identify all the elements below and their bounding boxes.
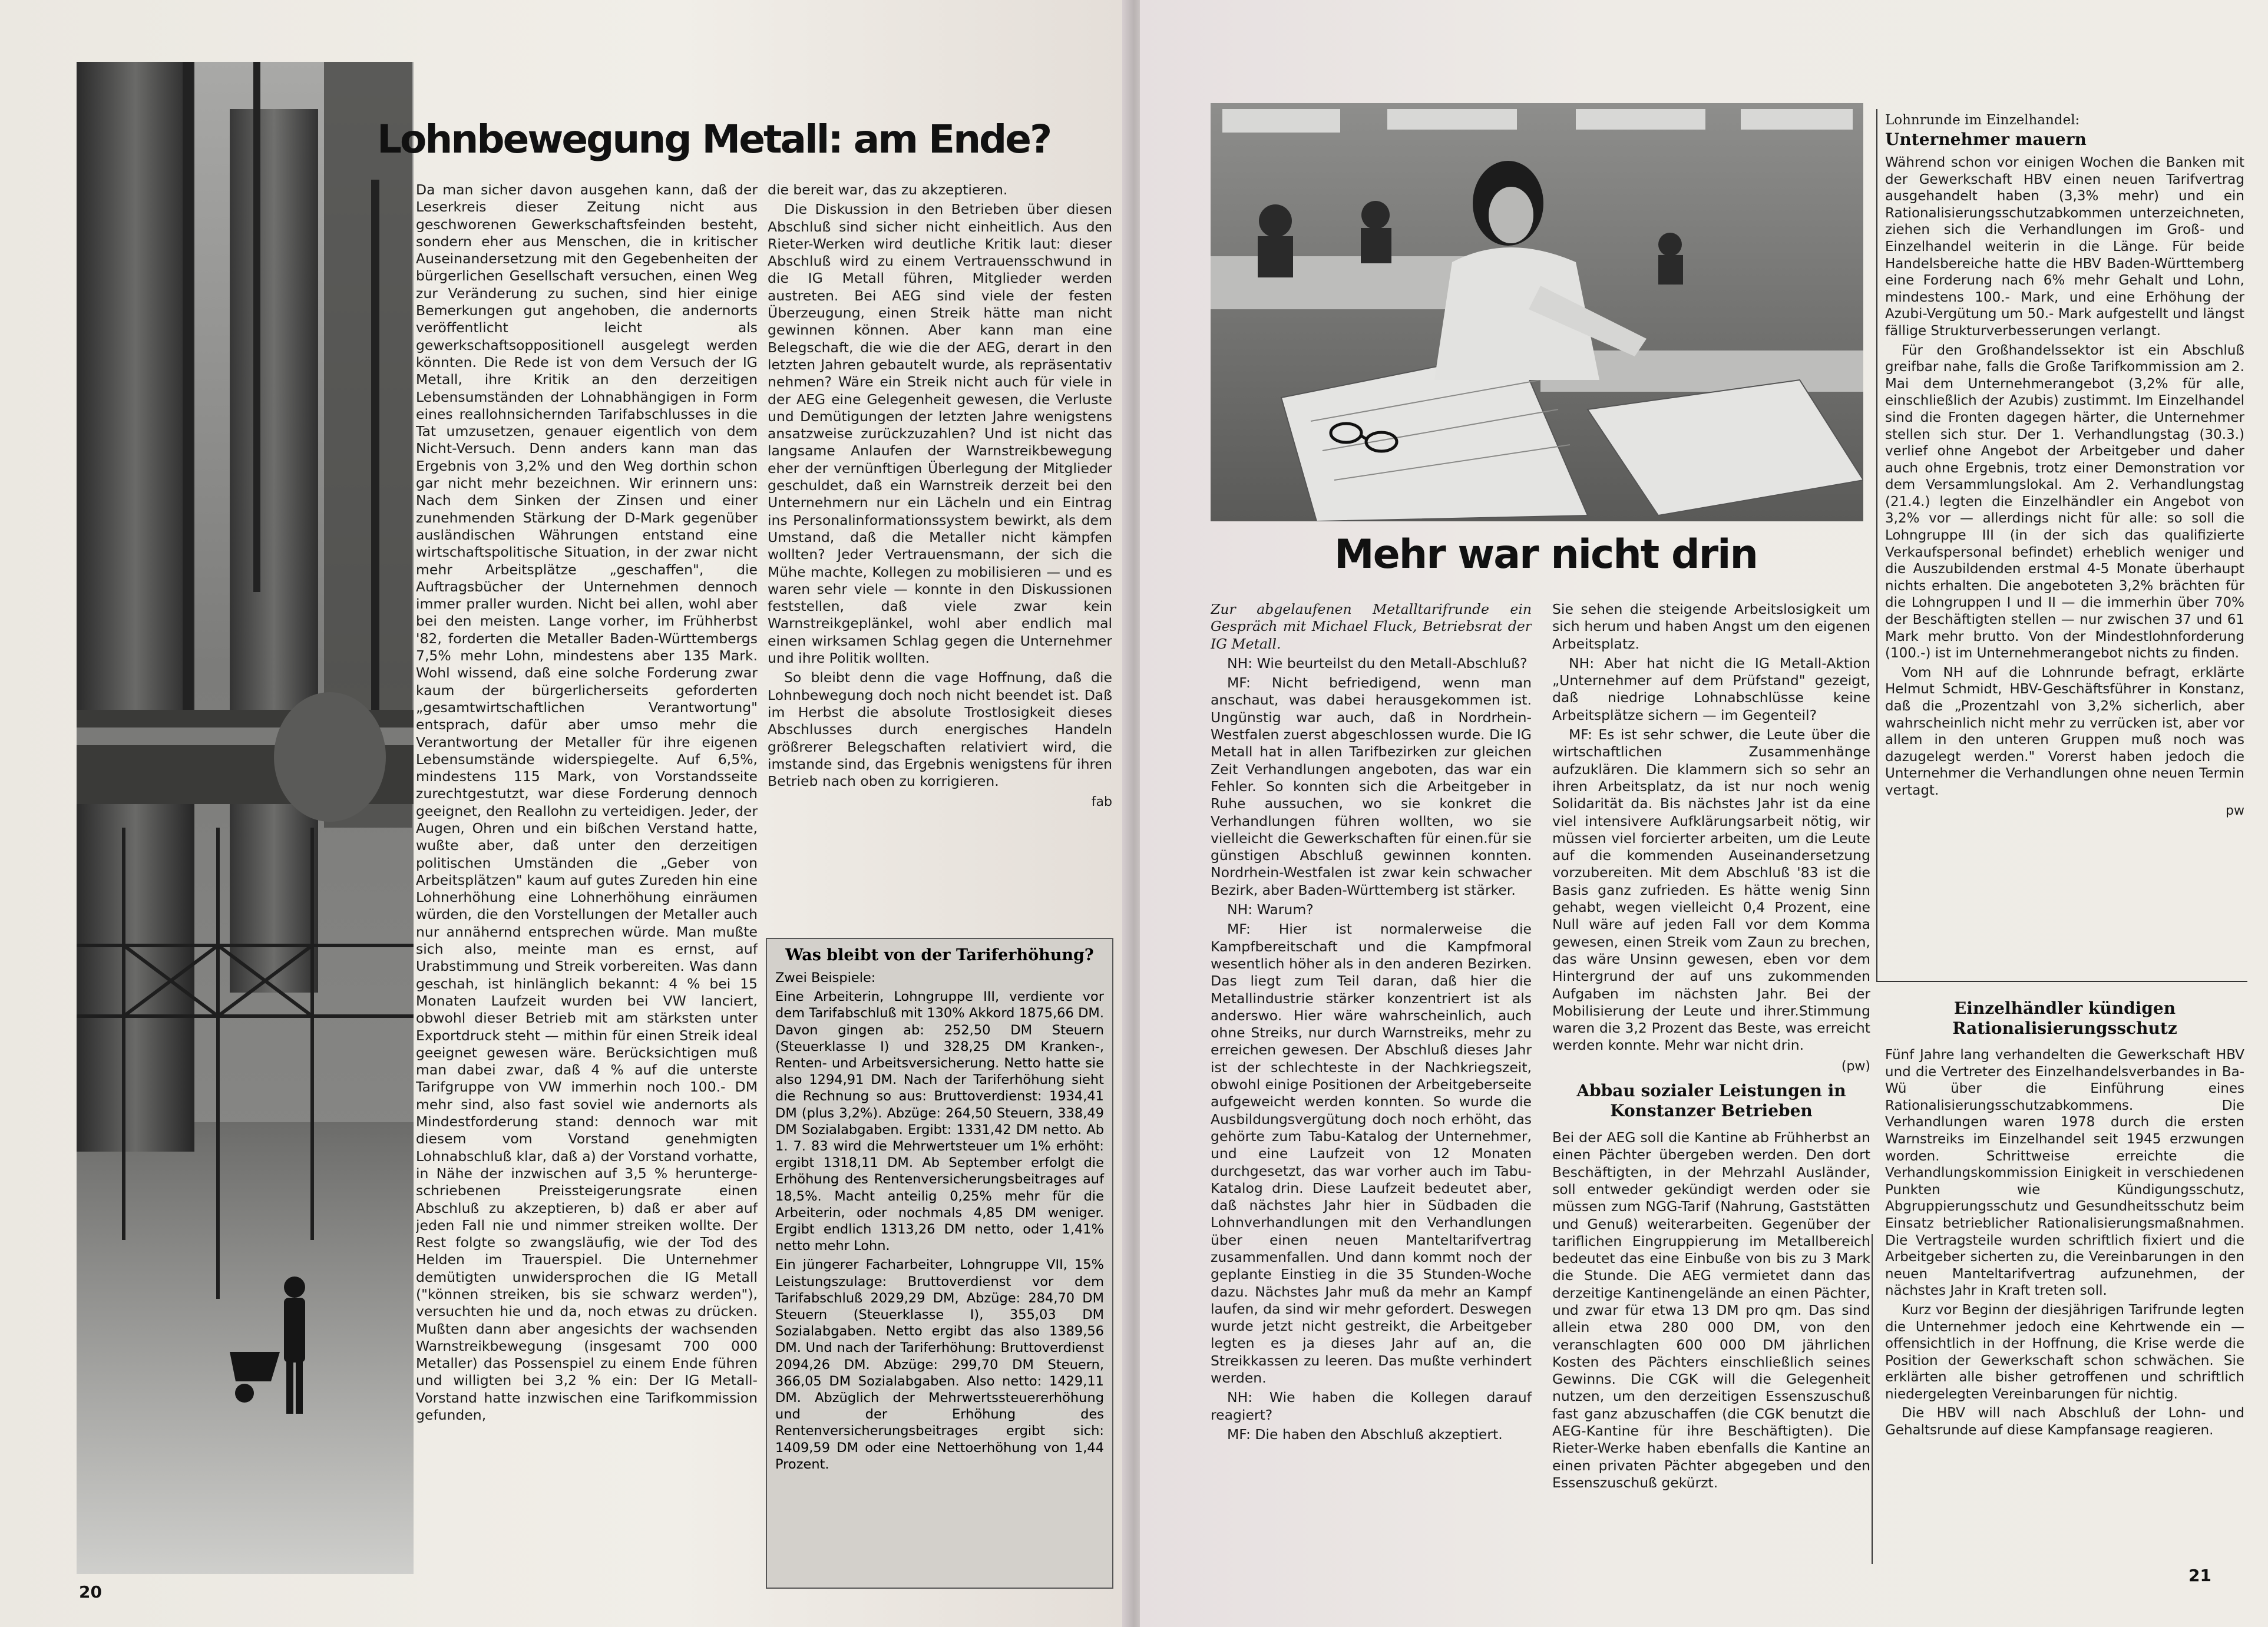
page-number-left: 20 (79, 1582, 102, 1602)
interview-col1-paragraph-6: MF: Die haben den Abschluß akzeptiert. (1227, 1426, 1503, 1443)
right-page (1140, 0, 2268, 1627)
retail-signature: pw (2226, 803, 2244, 818)
left-col2-paragraph-2: Die Diskussion in den Betrieben über diesen Abschluß sind sicher nicht einheitlich. Aus den Rieter-Werken wird deutliche Kritik laut: dieser Abschluß wird zu einem Vertrauensschwund in die IG Metall führen, Mitglieder werden austreten. Bei AEG sind viele der festen Überzeugung, einen Streik hätte man nicht gewinnen können. Aber kann man eine Belegschaft, die wie die der AEG, derart in den letzten Jahren gebautelt wurde, als repräsentativ nehmen? Wäre ein Streik nicht auch für viele in der AEG eine Gelegenheit gewesen, die Verluste und Demütigungen der letzten Jahre wenigstens ansatzweise zurückzuzahlen? Und ist nicht das langsame Anlaufen der Warnstreikbewegung eher der vernünftigen Überlegung der Mitglieder geschuldet, daß ein Warnstreik derzeit bei den Unternehmern nur ein Lächeln und ein Eintrag ins Personalinformationssystem bewirkt, als dem Umstand, daß die Metaller nicht kämpfen wollten? Jeder Vertrauensmann, der sich die Mühe machte, Kollegen zu mobilisieren — und es waren sehr viele — konnte in den Diskussionen feststellen, daß viele zwar kein Warnstreikgeplänkel, wohl aber endlich mal einen wirksamen Schlag gegen die Unternehmer und ihre Politik wollten. (768, 201, 1112, 667)
left-headline: Lohnbewegung Metall: am Ende? (377, 117, 1051, 162)
retail-column (1885, 112, 2244, 984)
interview-col1-paragraph-5: NH: Wie haben die Kollegen darauf reagiert? (1211, 1389, 1532, 1423)
page-number-right: 21 (2188, 1566, 2211, 1585)
interview-col1-paragraph-1: NH: Wie beurteilst du den Metall-Abschluß? (1227, 654, 1528, 672)
interview-col2-paragraph-2: NH: Aber hat nicht die IG Metall-Aktion „Unternehmer auf dem Prüfstand" gezeigt, daß niedrige Lohnabschlüsse keine Arbeitsplätze sichern — im Gegenteil? (1552, 654, 1870, 723)
steelworks-photo (77, 62, 414, 1574)
rationalization-column (1885, 993, 2244, 1582)
right-headline: Mehr war nicht drin (1334, 531, 1757, 578)
tariff-box-paragraph-3: Ein jüngerer Facharbeiter, Lohngruppe VII, 15% Leistungszulage: Bruttoverdienst vor dem Tarifabschluß 2029,29 DM, Abzüge: 284,70 DM Steuern (Steuerklasse I), 355,03 DM Sozialabgaben. Netto ergibt das also 1389,56 DM. Und nach der Tariferhöhung: Bruttoverdienst 2094,26 DM. Abzüge: 299,70 DM Steuern, 366,05 DM Sozialabgaben. Also netto: 1429,11 DM. Abzüglich der Mehrwertssteuererhöhung und der Erhöhung des Rentenversicherungsbeitrages ergibt sich: 1409,59 DM oder eine Nettoerhöhung von 1,44 Prozent. (775, 1257, 1104, 1472)
retail-paragraph-1: Während schon vor einigen Wochen die Banken mit der Gewerkschaft HBV einen neuen Tarifvertrag ausgehandelt haben (3,3% mehr) und ein Rationalisierungsschutzabkommen unterzeichneten, ziehen sich die Verhandlungen im Groß- und Einzelhandel weiterin in die Länge. Für beide Handelsbereiche hatte die HBV Baden-Württemberg eine Forderung nach 6% mehr Gehalt und Lohn, mindestens 100.- Mark, und eine Erhöhung der Azubi-Vergütung um 50.- Mark aufgestellt und längst fällige Strukturverbesserungen verlangt. (1885, 155, 2244, 339)
rationalization-paragraph-1: Fünf Jahre lang verhandelten die Gewerkschaft HBV und die Vertreter des Einzelhandelsverbandes in Ba-Wü über die Einführung eines Rationalisierungsschutzabkommens. Die Verhandlungen waren 1978 durch die ersten Warnstreiks im Einzelhandel seit 1945 erzwungen worden. Schrittweise erreichte die Verhandlungskommission Einigkeit in verschiedenen Punkten wie Kündigungsschutz, Abgruppierungsschutz und Gesundheitsschutz beim Einsatz betrieblicher Rationalisierungsmaßnahmen. Die Vertragsteile wurden schriftlich fixiert und die Arbeitgeber sicherten zu, die Vereinbarungen in den neuen Manteltarifvertrag aufzunehmen, der nächstes Jahr in Kraft treten soll. (1885, 1047, 2244, 1299)
abbau-headline: Abbau sozialer Leistungen in Konstanzer Betrieben (1576, 1081, 1846, 1121)
retail-kicker: Lohnrunde im Einzelhandel: (1885, 113, 2080, 128)
interview-col2-paragraph-1: Sie sehen die steigende Arbeitslosigkeit um sich herum und haben Angst um den eigenen Arbeitsplatz. (1552, 601, 1870, 652)
interview-col1-paragraph-3: NH: Warum? (1227, 901, 1314, 918)
left-col1-paragraph-1: Da man sicher davon ausgehen kann, daß der Leserkreis dieser Zeitung nicht aus geschworenen Gewerkschaftsfeinden besteht, sondern eher aus Menschen, die in kritischer Auseinandersetzung mit den Gegebenheiten der bürgerlichen Gesellschaft versuchen, einen Weg zur Veränderung zu suchen, sind hier einige Bemerkungen gut angehoben, die andernorts veröffentlicht leicht als gewerkschaftsoppositionell ausgelegt werden könnten. Die Rede ist von dem Versuch der IG Metall, ihre Kritik an den derzeitigen Lebensumständen der Lohnabhängigen in Form eines reallohnsichernden Tarifabschlusses in die Tat umzusetzen, genauer eigentlich von dem Nicht-Versuch. Denn anders kann man das Ergebnis von 3,2% und den Weg dorthin schon gar nicht mehr bezeichnen. Wir erinnern uns: Nach dem Sinken der Zinsen und einer zunehmenden Stärkung der D-Mark gegenüber ausländischen Währungen entstand eine wirtschaftspolitische Situation, in der zwar nicht mehr Arbeitsplätze „geschaffen", die Auftragsbücher der Unternehmen dennoch immer praller wurden. Nicht bei allen, wohl aber bei den meisten. Lange vorher, im Frühherbst '82, forderten die Metaller Baden-Württembergs 7,5% mehr Lohn, mindestens aber 135 Mark. Wohl wissend, daß eine solche Forderung zwar kaum der bürgerlicherseits geforderten „gesamtwirtschaftlichen Verantwortung" entsprach, dafür aber umso mehr die Verantwortung der Metaller für ihre eigenen Lebensumstände widerspiegelte. Auf 6,5%, mindestens 115 Mark, von Vorstandsseite zurechtgestutzt, war diese Forderung dennoch geeignet, den Reallohn zu verteidigen. Jeder, der Augen, Ohren und ein bißchen Verstand hatte, wußte aber, daß unter den derzeitigen politischen Umständen die „Geber von Arbeitsplätzen" kaum auf gutes Zureden hin eine Lohnerhöhung eine Lohnerhöhung einräumen würden, die den Vorstellungen der Metaller auch nur annähernd entsprechen würde. Man mußte sich also, meinte man es ernst, auf Urabstimmung und Streik vorbereiten. Was dann geschah, ist hinlänglich bekannt: 4 % bei 15 Monaten Laufzeit wurden bei VW lanciert, obwohl dieser Betrieb mit am stärksten unter Exportdruck steht — mithin für einen Streik ideal geeignet gewesen wäre. Berücksichtigen muß man dabei zwar, daß 4 % auf die unterste Tarifgruppe von VW immerhin noch 100.- DM mehr sind, also fast soviel wie andernorts als Mindestforderung stand: dennoch war mit diesem vom Vorstand genehmigten Lohnabschluß klar, daß a) der Vorstand vorhatte, in Nähe der inzwischen auf 3,5 % heruntergeschriebenen Preissteigerungsrate einen Abschluß zu akzeptieren, b) daß er aber auf jeden Fall nie und nimmer streiken wollte. Der Rest folgte so zwangsläufig, wie der Tod des Helden im Trauerspiel. Die Unternehmer demütigten unwidersprochen die IG Metall ("können streiken, bis sie schwarz werden"), versuchten hie und da, noch etwas zu drücken. Mußten dann aber angesichts der wachsenden Warnstreikbewegung (insgesamt 700 000 Metaller) das Possenspiel zu einem Ende führen und willigten bei 3,2 % ein: Der IG Metall-Vorstand hatte inzwischen eine Tarifkommission gefunden, (416, 181, 758, 1424)
retail-headline: Unternehmer mauern (1885, 130, 2087, 149)
left-col2-paragraph-1: die bereit war, das zu akzeptieren. (768, 181, 1008, 198)
interview-col2-paragraph-3: MF: Es ist sehr schwer, die Leute über die wirtschaftlichen Zusammenhänge aufzuklären. Die klammern sich so sehr an ihren Arbeitsplatz, da ist nur noch wenig Solidarität da. Bis nächstes Jahr ist da eine viel intensivere Aufklärungsarbeit nötig, wir müssen viel forcierter arbeiten, um die Leute auf die kommenden Auseinandersetzung vorzubereiten. Mit dem Abschluß '83 ist die Basis ganz zufrieden. Es hätte wenig Sinn gehabt, wegen vielleicht 0,4 Prozent, eine Null wäre auf jeden Fall vor dem Komma gewesen, einen Streik vom Zaun zu brechen, das wäre Unsinn gewesen, eben vor dem Hintergrund der auf uns zukommenden Aufgaben im nächsten Jahr. Bei der Mobilisierung der Leute und ihrer.Stimmung waren die 3,2 Prozent das Beste, was erreicht werden konnte. Mehr war nicht drin. (1552, 726, 1870, 1054)
column-rule-vertical (1872, 1234, 1873, 1564)
office-workers-photo (1211, 103, 1863, 521)
interview-intro: Zur abgelaufenen Metalltarifrunde ein Gespräch mit Michael Fluck, Betriebsrat der IG Metall. (1211, 601, 1532, 652)
left-col2-signature: fab (1091, 795, 1112, 810)
retail-paragraph-3: Vom NH auf die Lohnrunde befragt, erklärte Helmut Schmidt, HBV-Geschäftsführer in Konstanz, daß die „Prozentzahl von 3,2% sicherlich, aber wahrscheinlich nicht mehr zu verrücken ist, aber vor allem in den unteren Gruppen muß noch was dazugelegt werden." Vorerst haben jedoch die Unternehmer die Verhandlungen ohne neuen Termin vertagt. (1885, 664, 2244, 798)
tariff-box-title: Was bleibt von der Tariferhöhung? (785, 946, 1094, 964)
interview-column-2 (1552, 601, 1870, 1590)
left-col2-paragraph-3: So bleibt denn die vage Hoffnung, daß die Lohnbewegung doch noch nicht beendet ist. Daß im Herbst die absolute Trostlosigkeit dieses Abschlusses durch energisches Handeln größrerer Belegschaften relativiert wird, die imstande sind, das Ergebnis wenigstens für ihren Betrieb nach oben zu korrigieren. (768, 669, 1112, 790)
rationalization-paragraph-2: Kurz vor Beginn der diesjährigen Tarifrunde legten die Unternehmer jedoch eine Kehrtwende ein — offensichtlich in der Hoffnung, die Krise werde die Position der Gewerkschaft schon schwächen. Sie erklärten alle bisher getroffenen und schriftlich niedergelegten Vereinbarungen für nichtig. (1885, 1302, 2244, 1402)
sidebar-rule-vertical (1876, 109, 1877, 981)
rationalization-paragraph-3: Die HBV will nach Abschluß der Lohn- und Gehaltsrunde auf diese Kampfansage reagieren. (1885, 1406, 2244, 1438)
left-article-column-2 (768, 181, 1112, 906)
left-article-column-1 (416, 181, 758, 1578)
interview-col1-paragraph-2: MF: Nicht befriedigend, wenn man anschaut, was dabei herausgekommen ist. Ungünstig war auch, daß in Nordrhein-Westfalen zuerst abgeschlossen wurde. Die IG Metall hat in allen Tarifbezirken zur gleichen Zeit Verhandlungen angeboten, das war ein Fehler. So konnten sich die Arbeitgeber in Ruhe aussuchen, wo sie konkret die Verhandlungen führen wollten, wo sie vielleicht die Gewerkschaften für einen.für sie günstigen Abschluß gewinnen konnten. Nordrhein-Westfalen ist zwar kein schwacher Bezirk, aber Baden-Württemberg ist stärker. (1211, 674, 1532, 898)
office-illustration (1211, 103, 1863, 521)
interview-col1-paragraph-4: MF: Hier ist normalerweise die Kampfbereitschaft und die Kampfmoral wesentlich höher als in den anderen Bezirken. Das liegt zum Teil daran, daß hier die Metallindustrie stärker konzentriert ist als anderswo. Hier wäre wahrscheinlich, auch ohne Streiks, nur durch Warnstreiks, mehr zu erreichen gewesen. Der Abschluß dieses Jahr ist der schlechteste in der Nachkriegszeit, obwohl einige Positionen der Arbeitgeberseite aufgeweicht werden konnten. So wurde die Ausbildungsvergütung doch noch erhöht, das gehörte zum Tabu-Katalog der Unternehmer, und eine Laufzeit von 12 Monaten durchgesetzt, das war vorher auch im Tabu-Katalog drin. Diese Laufzeit bedeutet aber, daß nächstes Jahr hier in Südbaden die Lohnverhandlungen mit den Verhandlungen über einen neuen Manteltarifvertrag zusammenfallen. Und dann kommt noch der geplante Einstieg in die 35 Stunden-Woche dazu. Nächstes Jahr muß da mehr an Kampf laufen, da sind wir mehr gefordert. Deswegen wurde jetzt nicht gestreikt, die Arbeitgeber legten es ja dieses Jahr auf an, die Streikkassen zu leeren. Das mußte verhindert werden. (1211, 921, 1532, 1387)
retail-divider (1876, 981, 2247, 982)
tariff-box-paragraph-1: Zwei Beispiele: (775, 970, 876, 986)
retail-paragraph-2: Für den Großhandelssektor ist ein Abschluß greifbar nahe, falls die Große Tarifkommission am 2. Mai dem Unternehmerangebot (3,2% für alle, einschließlich der Azubis) zustimmt. Im Einzelhandel sind die Fronten dagegen härter, die Unternehmer stellen sich stur. Der 1. Verhandlungstag (30.3.) verlief ohne Angebot der Arbeitgeber und daher auch ohne Ergebnis, trotz einer Demonstration vor dem Versammlungslokal. Am 2. Verhandlungstag (21.4.) legten die Einzelhändler ein Angebot von 3,2% vor — allerdings nicht für alle: so soll die Lohngruppe III (in der sich das qualifizierte Verkaufspersonal befindet) erheblich weniger und die Auszubildenden erstmal 4-5 Monate überhaupt nichts erhalten. Die angeboteten 3,2% brächten für die Lohngruppen I und II — die immerhin über 70% der Beschäftigten stellen — nur zwischen 37 und 61 Mark mehr brutto. Von der Mindestlohnforderung (100.-) ist im Unternehmerangebot nichts zu finden. (1885, 342, 2244, 662)
tariff-increase-box (766, 938, 1113, 1589)
rationalization-headline: Einzelhändler kündigen Rationalisierungsschutz (1952, 998, 2177, 1038)
interview-column-1 (1211, 601, 1532, 1588)
tariff-box-paragraph-2: Eine Arbeiterin, Lohngruppe III, verdiente vor dem Tarifabschluß mit 130% Akkord 1875,66 DM. Davon gingen ab: 252,50 DM Steuern (Steuerklasse I) und 328,25 DM Kranken-, Renten- und Arbeitsversicherung. Netto hatte sie also 1294,91 DM. Nach der Tariferhöhung sieht die Rechnung so aus: Bruttoverdienst: 1934,41 DM (plus 3,2%). Abzüge: 264,50 Steuern, 338,49 DM Sozialabgaben. Ergibt: 1331,42 DM netto. Ab 1. 7. 83 wird die Mehrwertsteuer um 1% erhöht: ergibt 1318,11 DM. Ab September erfolgt die Erhöhung des Rentenversicherungsbeitrages auf 18,5%. Macht anteilig 0,25% mehr für die Arbeiterin, oder nochmals 4,85 DM weniger. Ergibt endlich 1313,26 DM netto, oder 1,41% netto mehr Lohn. (775, 989, 1104, 1254)
left-page (0, 0, 1128, 1627)
abbau-paragraph: Bei der AEG soll die Kantine ab Frühherbst an einen Pächter übergeben werden. Den dort Beschäftigten, in der Mehrzahl Ausländer, soll entweder gekündigt werden oder sie müssen zum NGG-Tarif (Nahrung, Gaststätten und Genuß) weiterarbeiten. Gegenüber der tariflichen Eingruppierung im Metallbereich bedeutet das eine Einbuße von bis zu 3 Mark die Stunde. Die AEG vermietet dann das derzeitige Kantinengelände an einen Pächter, und zwar für etwa 13 DM pro qm. Das sind allein etwa 280 000 DM, von den veranschlagten 600 000 DM jährlichen Kosten des Pächters einschließlich seines Gewinns. Die CGK will die Gelegenheit nutzen, um den derzeitigen Essenszuschuß fast ganz abzuschaffen (die CGK benutzt die AEG-Kantine für ihre Beschäftigten). Die Rieter-Werke haben ebenfalls die Kantine an einen privaten Pächter abgegeben und den Essenszuschuß gekürzt. (1552, 1129, 1870, 1491)
interview-signature: (pw) (1841, 1059, 1870, 1074)
steelworks-illustration (77, 62, 414, 1574)
